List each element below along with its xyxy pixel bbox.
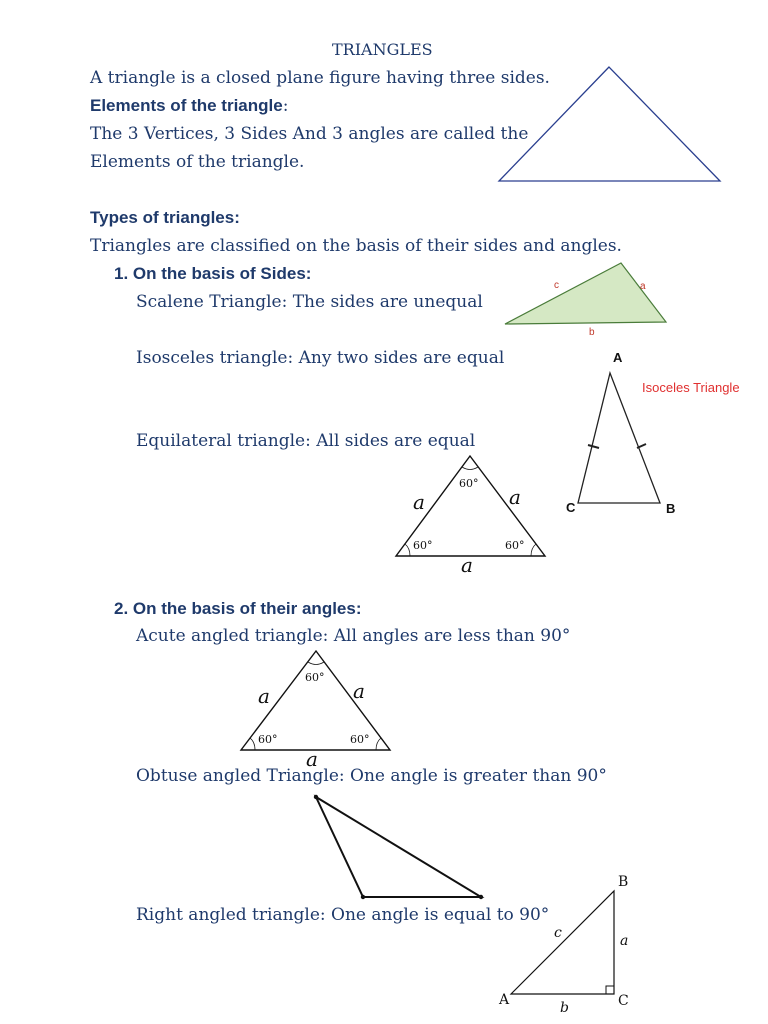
sides-heading: 1. On the basis of Sides:	[114, 264, 312, 283]
acute-side-bottom: a	[306, 747, 318, 771]
isosceles-label-A: A	[613, 350, 623, 365]
isosceles-label-B: B	[666, 501, 676, 516]
right-triangle	[511, 891, 614, 994]
scalene-text: Scalene Triangle: The sides are unequal	[136, 292, 483, 312]
scalene-label-c: c	[554, 280, 559, 291]
types-heading: Types of triangles:	[90, 208, 240, 227]
angles-heading: 2. On the basis of their angles:	[114, 599, 362, 618]
obtuse-text: Obtuse angled Triangle: One angle is greater than 90°	[136, 766, 607, 786]
isosceles-text: Isosceles triangle: Any two sides are equal	[136, 348, 505, 368]
isosceles-label-C: C	[566, 500, 576, 515]
acute-angle-right: 60°	[350, 733, 370, 746]
isosceles-caption: Isoceles Triangle	[642, 380, 740, 395]
elements-colon: :	[282, 96, 289, 116]
acute-angle-top: 60°	[305, 671, 325, 684]
equilateral-text: Equilateral triangle: All sides are equal	[136, 431, 476, 451]
right-label-c: c	[554, 925, 562, 941]
elements-heading: Elements of the triangle	[90, 96, 283, 115]
right-label-b: b	[560, 1000, 569, 1016]
right-label-a: a	[620, 933, 629, 949]
acute-side-right: a	[353, 679, 365, 703]
equilateral-side-bottom: a	[461, 553, 473, 577]
equilateral-angle-top: 60°	[459, 477, 479, 490]
right-label-A: A	[499, 992, 510, 1008]
right-angle-mark	[606, 986, 614, 994]
equilateral-side-right: a	[509, 485, 521, 509]
page-title: TRIANGLES	[332, 40, 433, 59]
scalene-label-a: a	[640, 281, 646, 292]
equilateral-side-left: a	[413, 490, 425, 514]
acute-side-left: a	[258, 684, 270, 708]
right-text: Right angled triangle: One angle is equal to 90°	[136, 905, 550, 925]
equilateral-angle-right: 60°	[505, 539, 525, 552]
right-label-C: C	[618, 993, 629, 1009]
intro-text: A triangle is a closed plane figure having three sides.	[90, 68, 550, 88]
scalene-label-b: b	[589, 327, 595, 338]
types-intro: Triangles are classified on the basis of their sides and angles.	[90, 236, 622, 256]
acute-angle-left: 60°	[258, 733, 278, 746]
right-label-B: B	[618, 874, 629, 890]
elements-line-2: Elements of the triangle.	[90, 152, 305, 172]
equilateral-angle-left: 60°	[413, 539, 433, 552]
acute-text: Acute angled triangle: All angles are less than 90°	[136, 626, 571, 646]
elements-line-1: The 3 Vertices, 3 Sides And 3 angles are called the	[90, 124, 529, 144]
